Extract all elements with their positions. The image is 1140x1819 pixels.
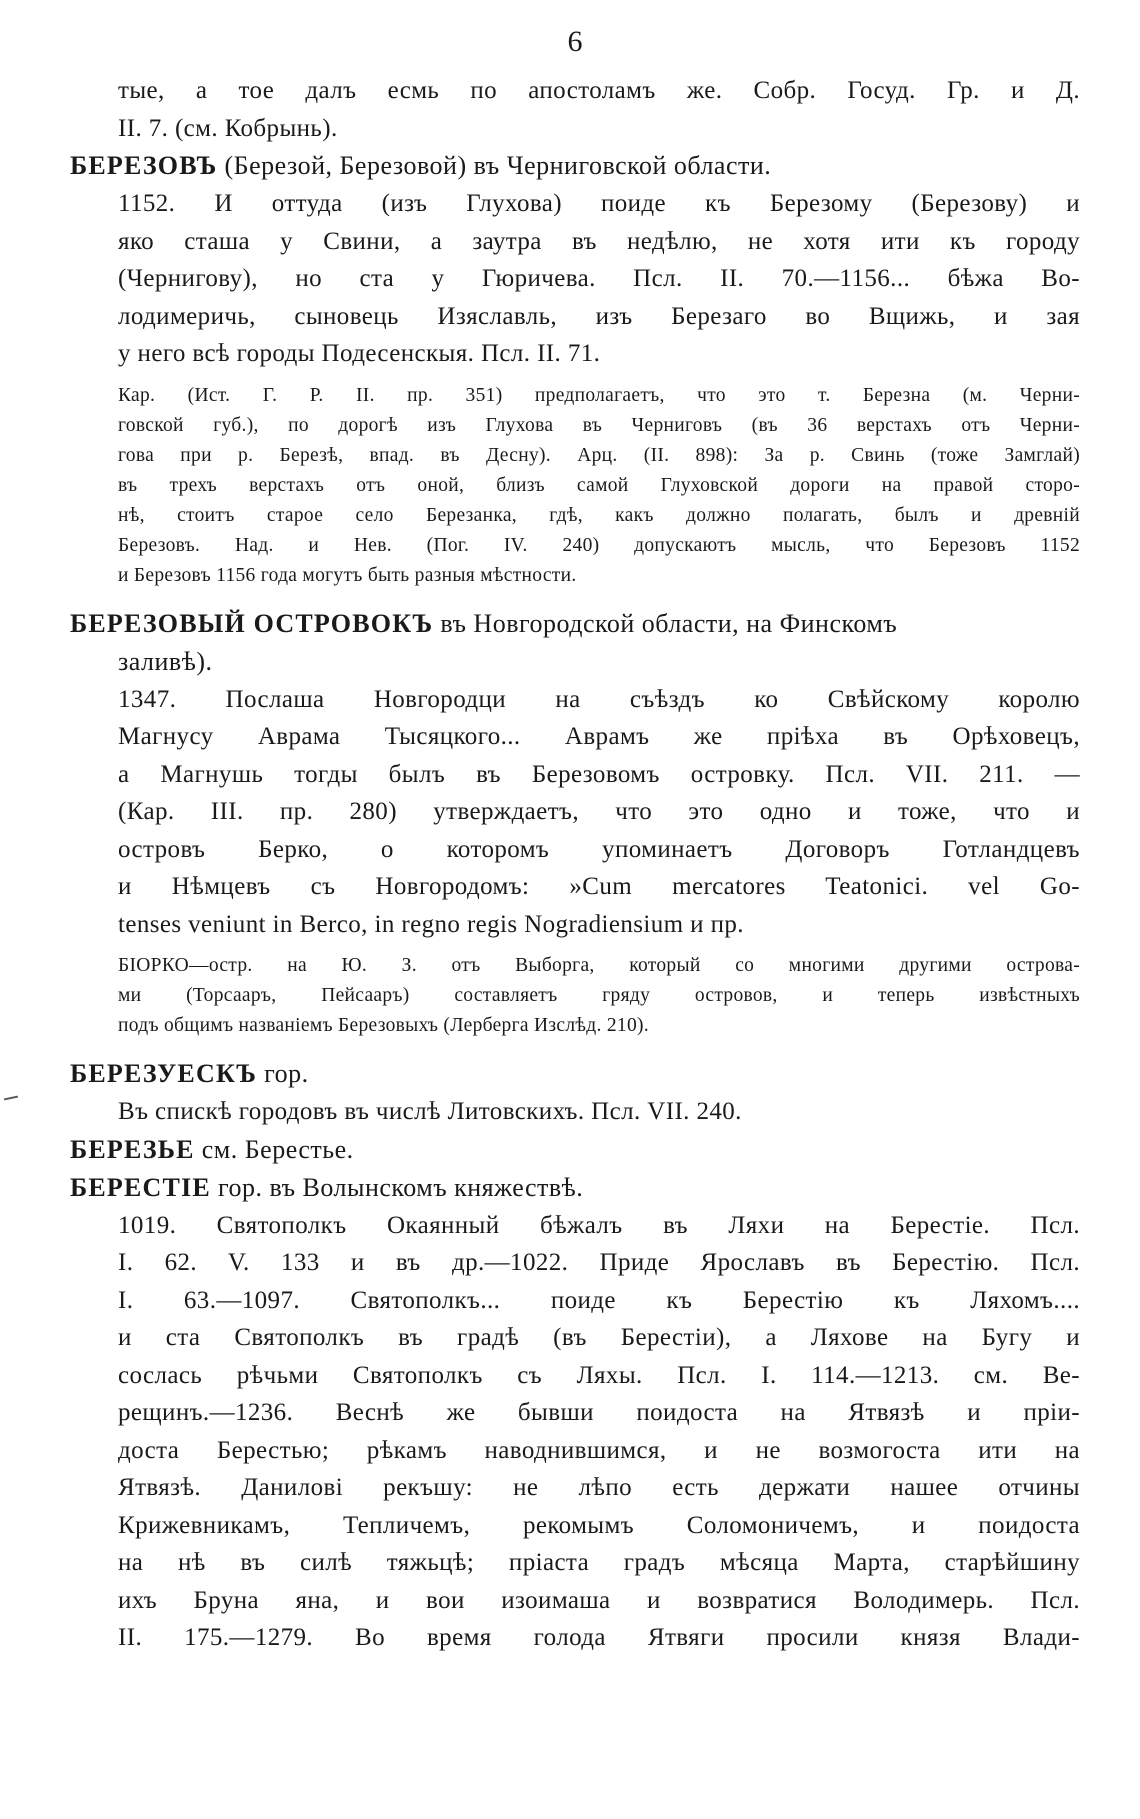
note-line: нѣ, стоитъ старое село Березанка, гдѣ, какъ должно полагать, былъ и древній xyxy=(118,504,1080,526)
entry-heading-rest: въ Новгородской области, на Финскомъ xyxy=(433,608,898,638)
text-line: у него всѣ городы Подесенскыя. Псл. II. 71. xyxy=(118,340,601,367)
note-line: подъ общимъ названіемъ Березовыхъ (Лерберга Изслѣд. 210). xyxy=(118,1015,649,1036)
entry-heading-berezuesk xyxy=(70,1055,1080,1093)
text-line: II. 7. (см. Кобрынь). xyxy=(118,114,338,142)
text-line: Крижевникамъ, Тепличемъ, рекомымъ Соломоничемъ, и поидоста xyxy=(118,1511,1080,1539)
entry-heading-rest: гор. въ Волынскомъ княжествѣ. xyxy=(210,1172,584,1202)
text-line: Магнусу Аврама Тысяцкого... Аврамъ же пріѣха въ Орѣховецъ, xyxy=(118,723,1080,750)
text-line: I. 63.—1097. Святополкъ... поиде къ Берестію къ Ляхомъ.... xyxy=(118,1286,1080,1314)
entry-heading-rest: (Березой, Березовой) въ Черниговской области. xyxy=(217,151,772,180)
entry-note-berezov xyxy=(70,381,1080,591)
text-line: а Магнушь тогды былъ въ Березовомъ островку. Псл. VII. 211. — xyxy=(118,760,1080,788)
entry-headword: БЕРЕЗОВЪ xyxy=(70,151,218,180)
text-line: Ятвязѣ. Даниловi рекъшу: не лѣпо есть держати нашее отчины xyxy=(118,1474,1080,1501)
note-line: гова при р. Березѣ, впад. въ Десну). Арц. (II. 898): За р. Свинь (тоже Замглай) xyxy=(118,444,1080,466)
text-line: рещинъ.—1236. Веснѣ же бывши поидоста на Ятвязѣ и пріи- xyxy=(118,1399,1080,1426)
entry-text-berezov xyxy=(70,185,1080,373)
note-line: Березовъ. Над. и Нев. (Пог. IV. 240) допускаютъ мысль, что Березовъ 1152 xyxy=(118,534,1080,556)
text-line: I. 62. V. 133 и въ др.—1022. Приде Ярославъ въ Берестію. Псл. xyxy=(118,1249,1080,1276)
entry-heading-berezye xyxy=(70,1131,1080,1169)
text-line: 1347. Послаша Новгородци на съѣздъ ко Свѣйскому королю xyxy=(118,685,1080,713)
text-line: 1152. И оттуда (изъ Глухова) поиде къ Березому (Березову) и xyxy=(118,190,1080,217)
text-line: островъ Берко, о которомъ упоминаетъ Договоръ Готландцевъ xyxy=(118,835,1080,863)
text-line: и ста Святополкъ въ градѣ (въ Берестіи), а Ляхове на Бугу и xyxy=(118,1324,1080,1351)
entry-text-berestie xyxy=(70,1207,1080,1657)
page-number: 6 xyxy=(567,25,583,58)
text-line: tenses veniunt in Berco, in regno regis Nogradiensium и пр. xyxy=(118,910,744,938)
text-line: (Чернигову), но ста у Гюричева. Псл. II. 70.—1156... бѣжа Во- xyxy=(118,265,1080,292)
entry-headword: БЕРЕЗЬЕ xyxy=(70,1134,195,1164)
entry-heading-berezov xyxy=(70,147,1080,185)
note-line: ми (Торсааръ, Пейсааръ) составляетъ гряду островов, и теперь извѣстныхъ xyxy=(118,985,1080,1006)
entry-note-ostrovok xyxy=(70,951,1080,1041)
entry-heading-rest: заливѣ). xyxy=(118,646,213,676)
text-line: яко сташа у Свини, а заутра въ недѣлю, не хотя ити къ городу xyxy=(118,227,1080,255)
entry-headword: БЕРЕЗУЕСКЪ xyxy=(70,1059,258,1088)
note-line: говской губ.), по дорогѣ изъ Глухова въ Черниговъ (въ 36 верстахъ отъ Черни- xyxy=(118,414,1080,436)
note-line: въ трехъ верстахъ отъ оной, близъ самой Глуховской дороги на правой сторо- xyxy=(118,474,1080,496)
text-line: ихъ Бруна яна, и вои изоимаша и возвратися Володимерь. Псл. xyxy=(118,1586,1080,1614)
entry-heading-berestie xyxy=(70,1169,1080,1207)
text-line: и Нѣмцевъ съ Новгородомъ: »Cum mercatores Teatonici. vel Go- xyxy=(118,873,1080,900)
note-line: БІОРКО—остр. на Ю. З. отъ Выборга, который со многими другими острова- xyxy=(118,955,1080,976)
note-line: и Березовъ 1156 года могутъ быть разныя мѣстности. xyxy=(118,564,577,586)
text-line: тые, а тое далъ есмь по апостоламъ же. Собр. Госуд. Гр. и Д. xyxy=(118,77,1080,104)
entry-text-ostrovok xyxy=(70,681,1080,944)
entry-text-berezuesk: Въ спискѣ городовъ въ числѣ Литовскихъ. Псл. VII. 240. xyxy=(118,1098,742,1125)
text-line: сослась рѣчьми Святополкъ съ Ляхы. Псл. I. 114.—1213. см. Ве- xyxy=(118,1361,1080,1389)
margin-mark xyxy=(4,1096,18,1101)
text-line: (Кар. III. пр. 280) утверждаетъ, что это одно и тоже, что и xyxy=(118,798,1080,825)
entry-heading-ostrovok-cont xyxy=(70,643,1080,681)
book-page xyxy=(70,22,1080,1657)
text-line: II. 175.—1279. Во время голода Ятвяги просили князя Влади- xyxy=(118,1624,1080,1651)
entry-heading-ostrovok xyxy=(70,605,1080,643)
text-line: 1019. Святополкъ Окаянный бѣжалъ въ Ляхи на Берестіе. Псл. xyxy=(118,1211,1080,1239)
continuation-paragraph xyxy=(70,72,1080,147)
entry-heading-rest: см. Берестье. xyxy=(194,1134,354,1164)
entry-headword: БЕРЕЗОВЫЙ ОСТРОВОКЪ xyxy=(70,608,434,638)
entry-heading-rest: гор. xyxy=(257,1059,309,1088)
text-line: доста Берестью; рѣкамъ наводнившимся, и не возмогоста ити на xyxy=(118,1436,1080,1464)
entry-headword: БЕРЕСТІЕ xyxy=(70,1172,211,1202)
text-line: на нѣ въ силѣ тяжьцѣ; пріаста градъ мѣсяца Марта, старѣйшину xyxy=(118,1549,1080,1576)
note-line: Кар. (Ист. Г. Р. II. пр. 351) предполагаетъ, что это т. Березна (м. Черни- xyxy=(118,384,1080,406)
text-line: лодимеричь, сыновець Изяславль, изъ Березаго во Вщижь, и зая xyxy=(118,302,1080,330)
